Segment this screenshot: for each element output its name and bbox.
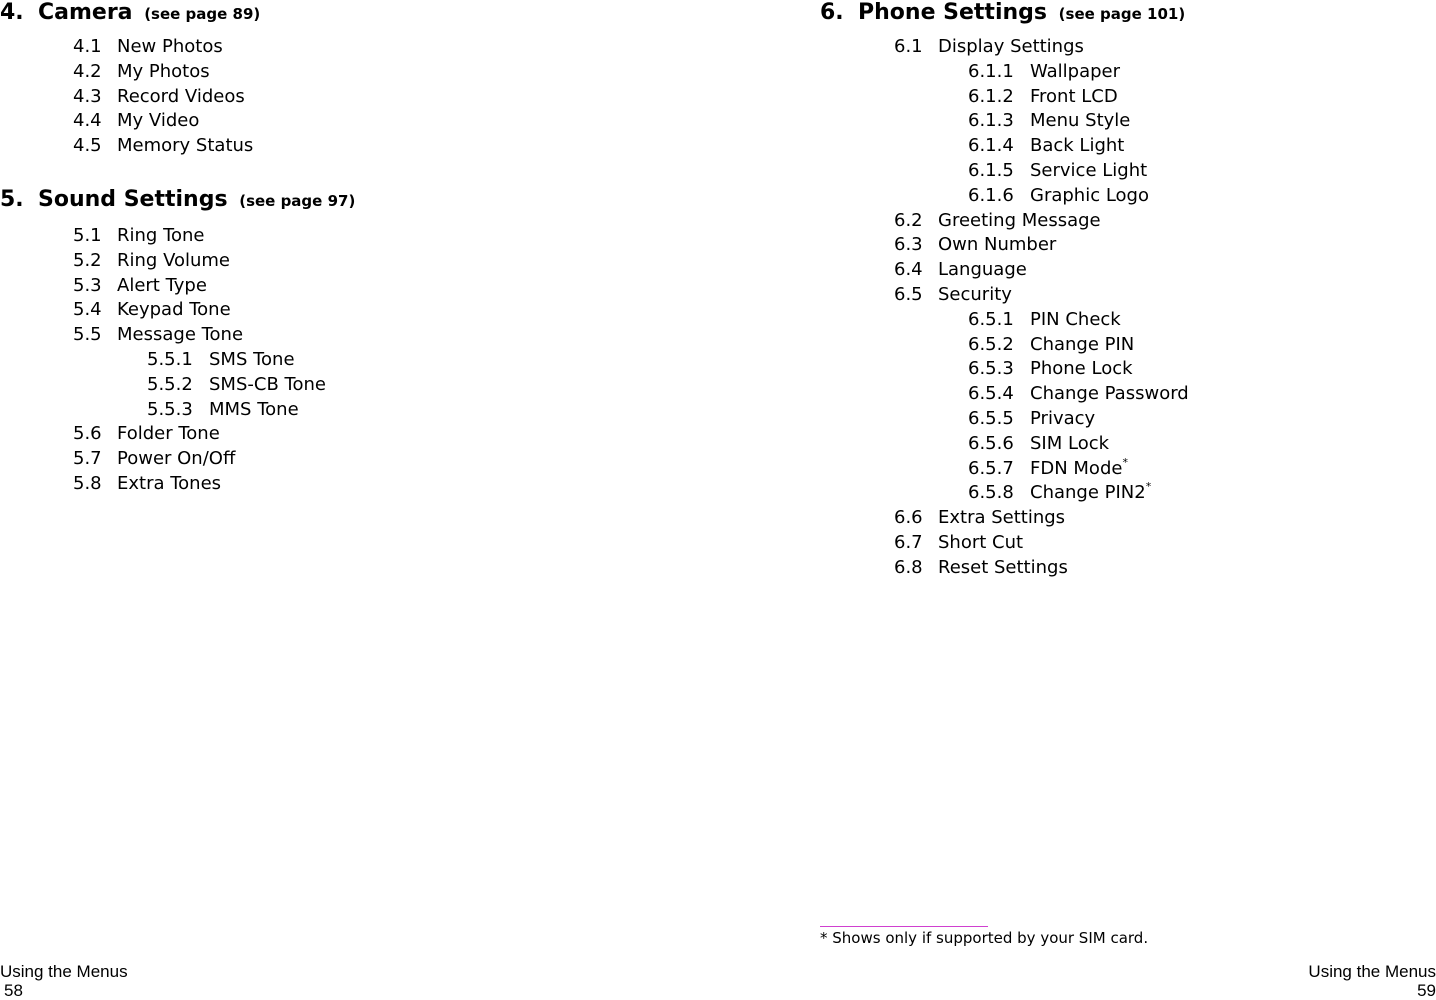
- item-label: Phone Lock: [1030, 358, 1133, 380]
- submenu-item: [894, 85, 1189, 110]
- item-number: 4.4: [73, 110, 102, 132]
- menu-item: [73, 298, 326, 323]
- item-number: 5.5.3: [147, 398, 193, 420]
- item-label: My Photos: [117, 60, 210, 82]
- section-heading-camera: [0, 0, 260, 27]
- item-number: 6.5.1: [968, 308, 1014, 330]
- item-label: Reset Settings: [938, 556, 1068, 578]
- menu-item: [73, 274, 326, 299]
- item-number: 6.7: [894, 531, 923, 553]
- section-number: 4.: [0, 0, 24, 25]
- section-title: Phone Settings: [858, 0, 1047, 25]
- item-label: Change Password: [1030, 383, 1189, 405]
- menu-item: [894, 531, 1189, 556]
- item-label: Own Number: [938, 234, 1057, 256]
- submenu-item: [894, 357, 1189, 382]
- item-number: 5.5.1: [147, 348, 193, 370]
- submenu-item: [894, 432, 1189, 457]
- menu-item: [894, 506, 1189, 531]
- menu-item: [894, 258, 1189, 283]
- item-number: 5.5: [73, 324, 102, 346]
- camera-menu-list: [73, 35, 253, 159]
- submenu-item: [894, 159, 1189, 184]
- item-number: 5.6: [73, 423, 102, 445]
- item-number: 6.8: [894, 556, 923, 578]
- page-number: 59: [1417, 981, 1436, 1000]
- item-number: 5.2: [73, 249, 102, 271]
- item-label: Privacy: [1030, 407, 1096, 429]
- sound-settings-menu-list: [73, 224, 326, 497]
- item-number: 4.5: [73, 135, 102, 157]
- item-number: 5.8: [73, 472, 102, 494]
- page-footer-right: [1308, 962, 1436, 1000]
- item-label: MMS Tone: [209, 398, 299, 420]
- item-label: Security: [938, 283, 1012, 305]
- item-label: PIN Check: [1030, 308, 1121, 330]
- item-number: 6.5.6: [968, 432, 1014, 454]
- item-label: SIM Lock: [1030, 432, 1110, 454]
- section-title: Sound Settings: [38, 187, 228, 212]
- item-label: Alert Type: [117, 274, 207, 296]
- item-number: 5.7: [73, 448, 102, 470]
- menu-item: [894, 209, 1189, 234]
- menu-item: [73, 224, 326, 249]
- section-heading-phone-settings: [820, 0, 1185, 27]
- menu-item: [894, 556, 1189, 581]
- submenu-item: [894, 481, 1189, 506]
- menu-item: [73, 422, 326, 447]
- page-reference: (see page 97): [239, 192, 356, 210]
- section-heading-sound-settings: [0, 187, 355, 214]
- page-number: 58: [4, 981, 23, 1000]
- item-number: 6.4: [894, 259, 923, 281]
- section-number: 5.: [0, 187, 24, 212]
- section-title: Camera: [38, 0, 133, 25]
- submenu-item: [894, 184, 1189, 209]
- submenu-item: [894, 308, 1189, 333]
- item-number: 6.1.1: [968, 60, 1014, 82]
- item-label: Keypad Tone: [117, 299, 231, 321]
- item-label: Graphic Logo: [1030, 184, 1149, 206]
- footnote: * Shows only if supported by your SIM card.: [820, 929, 1149, 947]
- item-label: Extra Settings: [938, 507, 1066, 529]
- item-label: Short Cut: [938, 531, 1024, 553]
- item-label: Display Settings: [938, 36, 1084, 57]
- menu-item: [73, 447, 326, 472]
- item-label: Change PIN: [1030, 333, 1135, 355]
- item-number: 6.5.2: [968, 333, 1014, 355]
- page-reference: (see page 89): [144, 5, 261, 23]
- item-number: 5.4: [73, 299, 102, 321]
- item-label: Front LCD: [1030, 85, 1118, 107]
- menu-item: [894, 233, 1189, 258]
- submenu-item: [894, 407, 1189, 432]
- submenu-item: [73, 373, 326, 398]
- phone-settings-menu-list: [894, 35, 1189, 581]
- footnote-marker: *: [1122, 455, 1128, 469]
- item-label: Folder Tone: [117, 423, 220, 445]
- item-label: FDN Mode: [1030, 457, 1123, 479]
- item-label: Power On/Off: [117, 448, 236, 470]
- item-label: Memory Status: [117, 135, 254, 157]
- item-label: Language: [938, 259, 1027, 281]
- page-footer-left: [0, 962, 128, 1000]
- item-label: Extra Tones: [117, 472, 222, 494]
- item-number: 6.5: [894, 283, 923, 305]
- submenu-item: [73, 398, 326, 423]
- item-number: 6.1.2: [968, 85, 1014, 107]
- item-label: SMS-CB Tone: [209, 373, 326, 395]
- submenu-item: [894, 333, 1189, 358]
- item-label: Ring Volume: [117, 249, 231, 271]
- item-label: Service Light: [1030, 159, 1148, 181]
- section-number: 6.: [820, 0, 844, 25]
- page-reference: (see page 101): [1058, 5, 1186, 23]
- item-number: 6.1.3: [968, 110, 1014, 132]
- item-label: New Photos: [117, 36, 223, 57]
- running-title: Using the Menus: [0, 962, 128, 981]
- menu-item: [73, 472, 326, 497]
- item-label: Wallpaper: [1030, 60, 1121, 82]
- menu-item: [73, 35, 253, 60]
- item-label: Ring Tone: [117, 225, 205, 246]
- item-label: Change PIN2: [1030, 482, 1146, 504]
- item-number: 6.5.7: [968, 457, 1014, 479]
- submenu-item: [894, 109, 1189, 134]
- menu-item: [73, 323, 326, 348]
- item-number: 6.5.4: [968, 383, 1014, 405]
- submenu-item: [894, 457, 1189, 482]
- item-label: Record Videos: [117, 85, 245, 107]
- item-number: 6.5.3: [968, 358, 1014, 380]
- item-label: My Video: [117, 110, 200, 132]
- right-page: [718, 0, 1436, 1000]
- submenu-item: [894, 382, 1189, 407]
- footnote-marker: *: [1145, 480, 1152, 494]
- running-title: Using the Menus: [1308, 962, 1436, 981]
- item-number: 4.3: [73, 85, 102, 107]
- menu-item: [894, 35, 1189, 60]
- menu-item: [73, 85, 253, 110]
- item-number: 6.3: [894, 234, 923, 256]
- item-label: Message Tone: [117, 324, 244, 346]
- item-number: 6.1.4: [968, 135, 1014, 157]
- item-number: 4.2: [73, 60, 102, 82]
- item-number: 5.1: [73, 225, 102, 246]
- menu-item: [894, 283, 1189, 308]
- menu-item: [73, 109, 253, 134]
- item-number: 6.6: [894, 507, 923, 529]
- menu-item: [73, 249, 326, 274]
- item-number: 6.1: [894, 36, 923, 57]
- item-number: 6.2: [894, 209, 923, 231]
- item-label: Greeting Message: [938, 209, 1101, 231]
- item-number: 5.5.2: [147, 373, 193, 395]
- item-number: 4.1: [73, 36, 102, 57]
- item-label: SMS Tone: [209, 348, 295, 370]
- item-number: 6.5.8: [968, 482, 1014, 504]
- item-label: Back Light: [1030, 135, 1125, 157]
- footnote-divider: [820, 926, 988, 927]
- submenu-item: [894, 60, 1189, 85]
- item-label: Menu Style: [1030, 110, 1131, 132]
- submenu-item: [73, 348, 326, 373]
- item-number: 5.3: [73, 274, 102, 296]
- menu-item: [73, 60, 253, 85]
- item-number: 6.5.5: [968, 407, 1014, 429]
- menu-item: [73, 134, 253, 159]
- submenu-item: [894, 134, 1189, 159]
- item-number: 6.1.5: [968, 159, 1014, 181]
- item-number: 6.1.6: [968, 184, 1014, 206]
